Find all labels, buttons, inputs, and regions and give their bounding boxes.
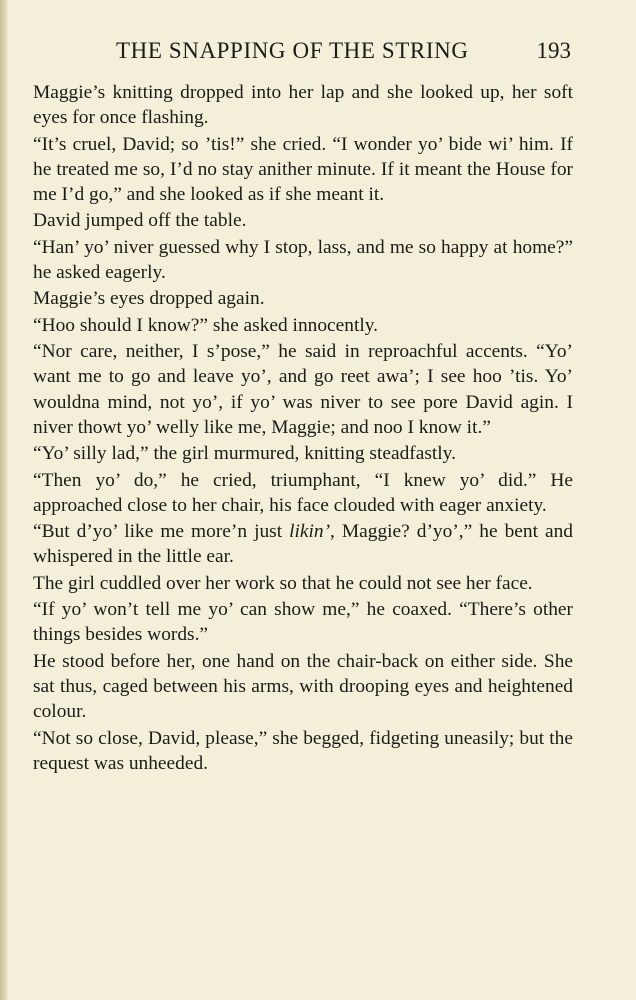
paragraph: “Hoo should I know?” she asked innocently. xyxy=(33,314,378,336)
paragraph-text-after: , Maggie? d’yo’,” he bent and whispered in the little ear. xyxy=(33,521,573,568)
paragraph: He stood before her, one hand on the chair-back on either side. She sat thus, caged between his arms, with drooping eyes and heightened colour. xyxy=(33,650,573,723)
paragraph: Maggie’s eyes dropped again. xyxy=(33,288,265,310)
paragraph: “Yo’ silly lad,” the girl murmured, knitting steadfastly. xyxy=(33,443,456,465)
body-text xyxy=(33,80,573,777)
paragraph: The girl cuddled over her work so that he could not see her face. xyxy=(33,572,533,594)
paragraph-text-before: “But d’yo’ like me more’n just xyxy=(33,521,290,543)
paragraph: “Not so close, David, please,” she begged, fidgeting uneasily; but the request was unheeded. xyxy=(33,727,573,774)
paragraph: Maggie’s knitting dropped into her lap and she looked up, her soft eyes for once flashing. xyxy=(33,82,573,129)
paragraph: David jumped off the table. xyxy=(33,210,247,232)
paragraph: “Nor care, neither, I s’pose,” he said in reproachful accents. “Yo’ want me to go and leave yo’, and go reet awa’; I see hoo ’tis. Yo’ wouldna mind, not yo’, if yo’ was niver to see pore David agin. I niver thowt yo’ welly like me, Maggie; and noo I know it.” xyxy=(33,341,573,438)
paragraph: “It’s cruel, David; so ’tis!” she cried. “I wonder yo’ bide wi’ him. If he treated me so, I’d no stay anither minute. If it meant the House for me I’d go,” and she looked as if she meant it. xyxy=(33,133,573,205)
running-title: THE SNAPPING OF THE STRING xyxy=(116,38,469,63)
paragraph-with-italic xyxy=(33,519,573,569)
page-header xyxy=(116,38,571,68)
paragraph: “Han’ yo’ niver guessed why I stop, lass, and me so happy at home?” he asked eagerly. xyxy=(33,236,573,283)
paragraph: “Then yo’ do,” he cried, triumphant, “I knew yo’ did.” He approached close to her chair, his face clouded with eager anxiety. xyxy=(33,469,573,516)
paragraph: “If yo’ won’t tell me yo’ can show me,” he coaxed. “There’s other things besides words.” xyxy=(33,599,573,646)
page-number: 193 xyxy=(536,38,571,63)
italic-word: likin’ xyxy=(289,521,331,543)
